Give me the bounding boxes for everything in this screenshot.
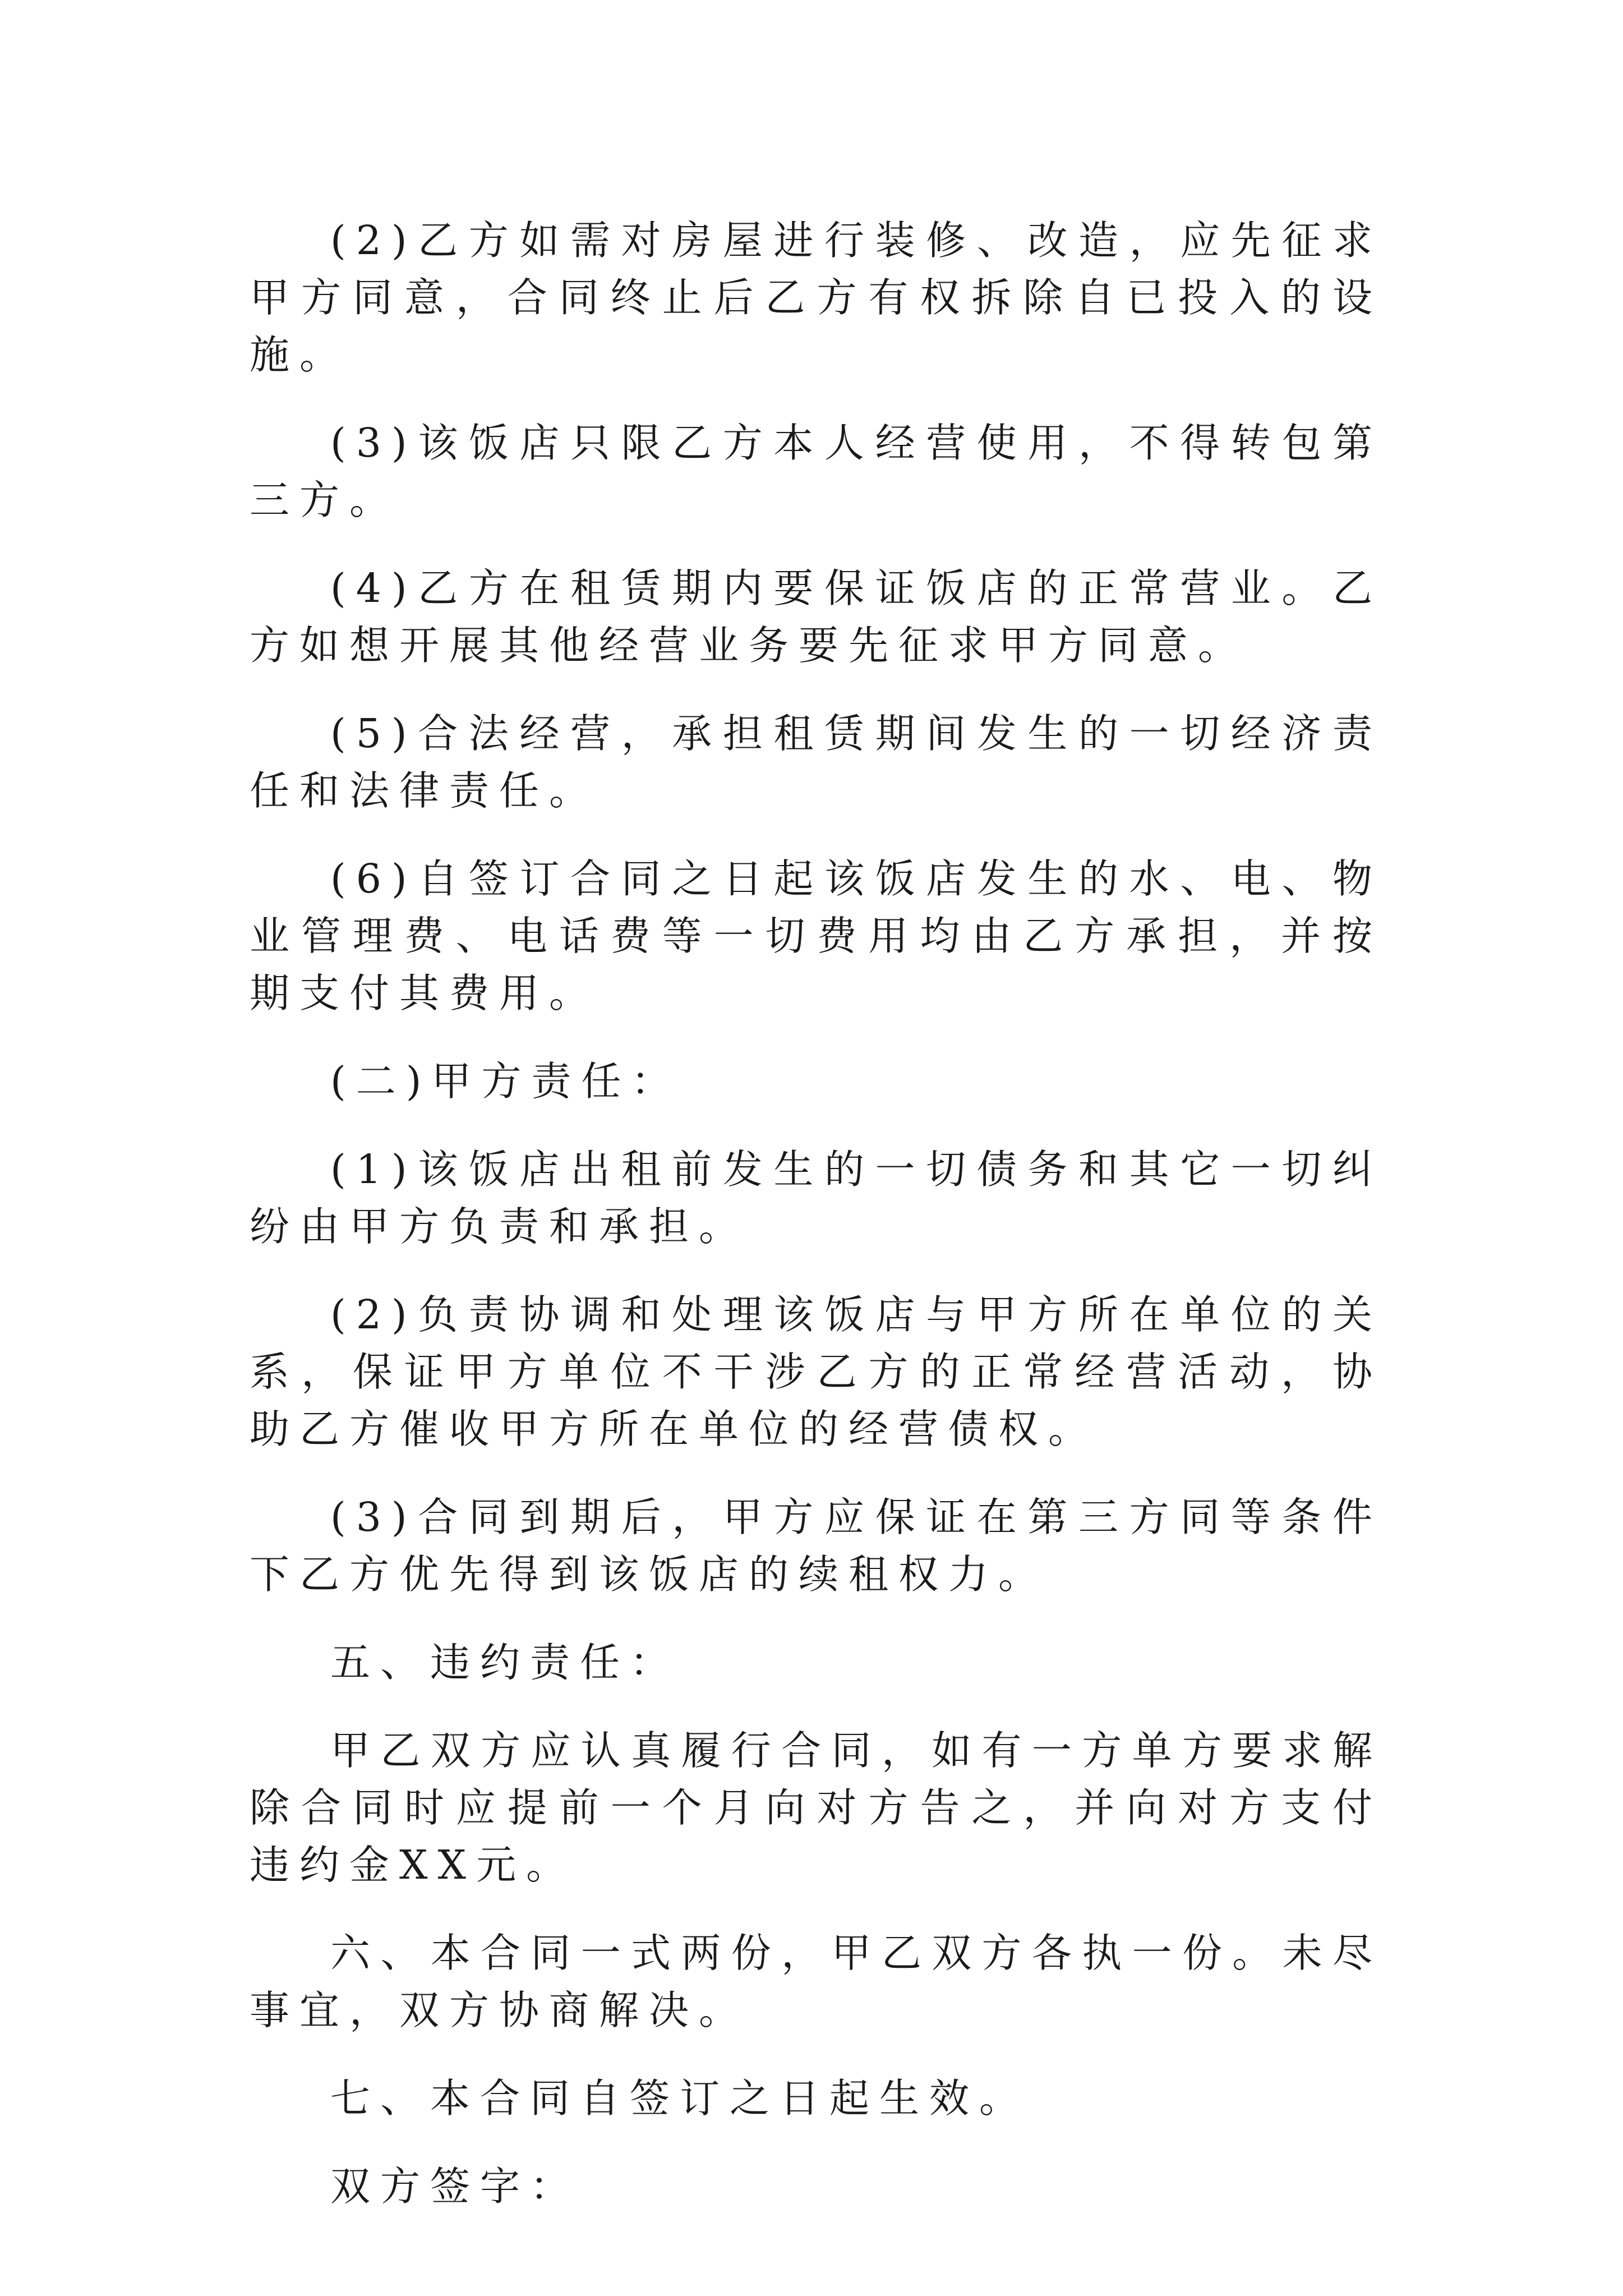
section-effective: 七、本合同自签订之日起生效。: [330, 2075, 1030, 2122]
document-body: [250, 212, 1382, 2215]
clause-5-legal-operation: (5)合法经营，承担租赁期间发生的一切经济责任和法律责任。: [250, 710, 1382, 814]
clause-3-no-sublease: (3)该饭店只限乙方本人经营使用，不得转包第三方。: [250, 420, 1382, 523]
party-a-clause-1-debts: (1)该饭店出租前发生的一切债务和其它一切纠纷由甲方负责和承担。: [250, 1146, 1382, 1250]
clause-2-renovation: (2)乙方如需对房屋进行装修、改造，应先征求甲方同意，合同终止后乙方有权拆除自已投入的设施。: [250, 217, 1382, 378]
clause-4-normal-operation: (4)乙方在租赁期内要保证饭店的正常营业。乙方如想开展其他经营业务要先征求甲方同意。: [250, 565, 1382, 669]
party-a-clause-2-coordination: (2)负责协调和处理该饭店与甲方所在单位的关系，保证甲方单位不干涉乙方的正常经营活动，协助乙方催收甲方所在单位的经营债权。: [250, 1291, 1382, 1452]
signature-label: 双方签字：: [330, 2163, 580, 2210]
party-a-clause-3-renewal: (3)合同到期后，甲方应保证在第三方同等条件下乙方优先得到该饭店的续租权力。: [250, 1494, 1382, 1598]
section-breach-heading: 五、违约责任：: [330, 1639, 680, 1686]
section-copies: 六、本合同一式两份，甲乙双方各执一份。未尽事宜，双方协商解决。: [250, 1930, 1382, 2033]
breach-clause: 甲乙双方应认真履行合同，如有一方单方要求解除合同时应提前一个月向对方告之，并向对方支付违约金XX元。: [250, 1727, 1382, 1888]
section-party-a-duties-heading: (二)甲方责任：: [330, 1058, 681, 1105]
clause-6-expenses: (6)自签订合同之日起该饭店发生的水、电、物业管理费、电话费等一切费用均由乙方承担，并按期支付其费用。: [250, 855, 1382, 1016]
